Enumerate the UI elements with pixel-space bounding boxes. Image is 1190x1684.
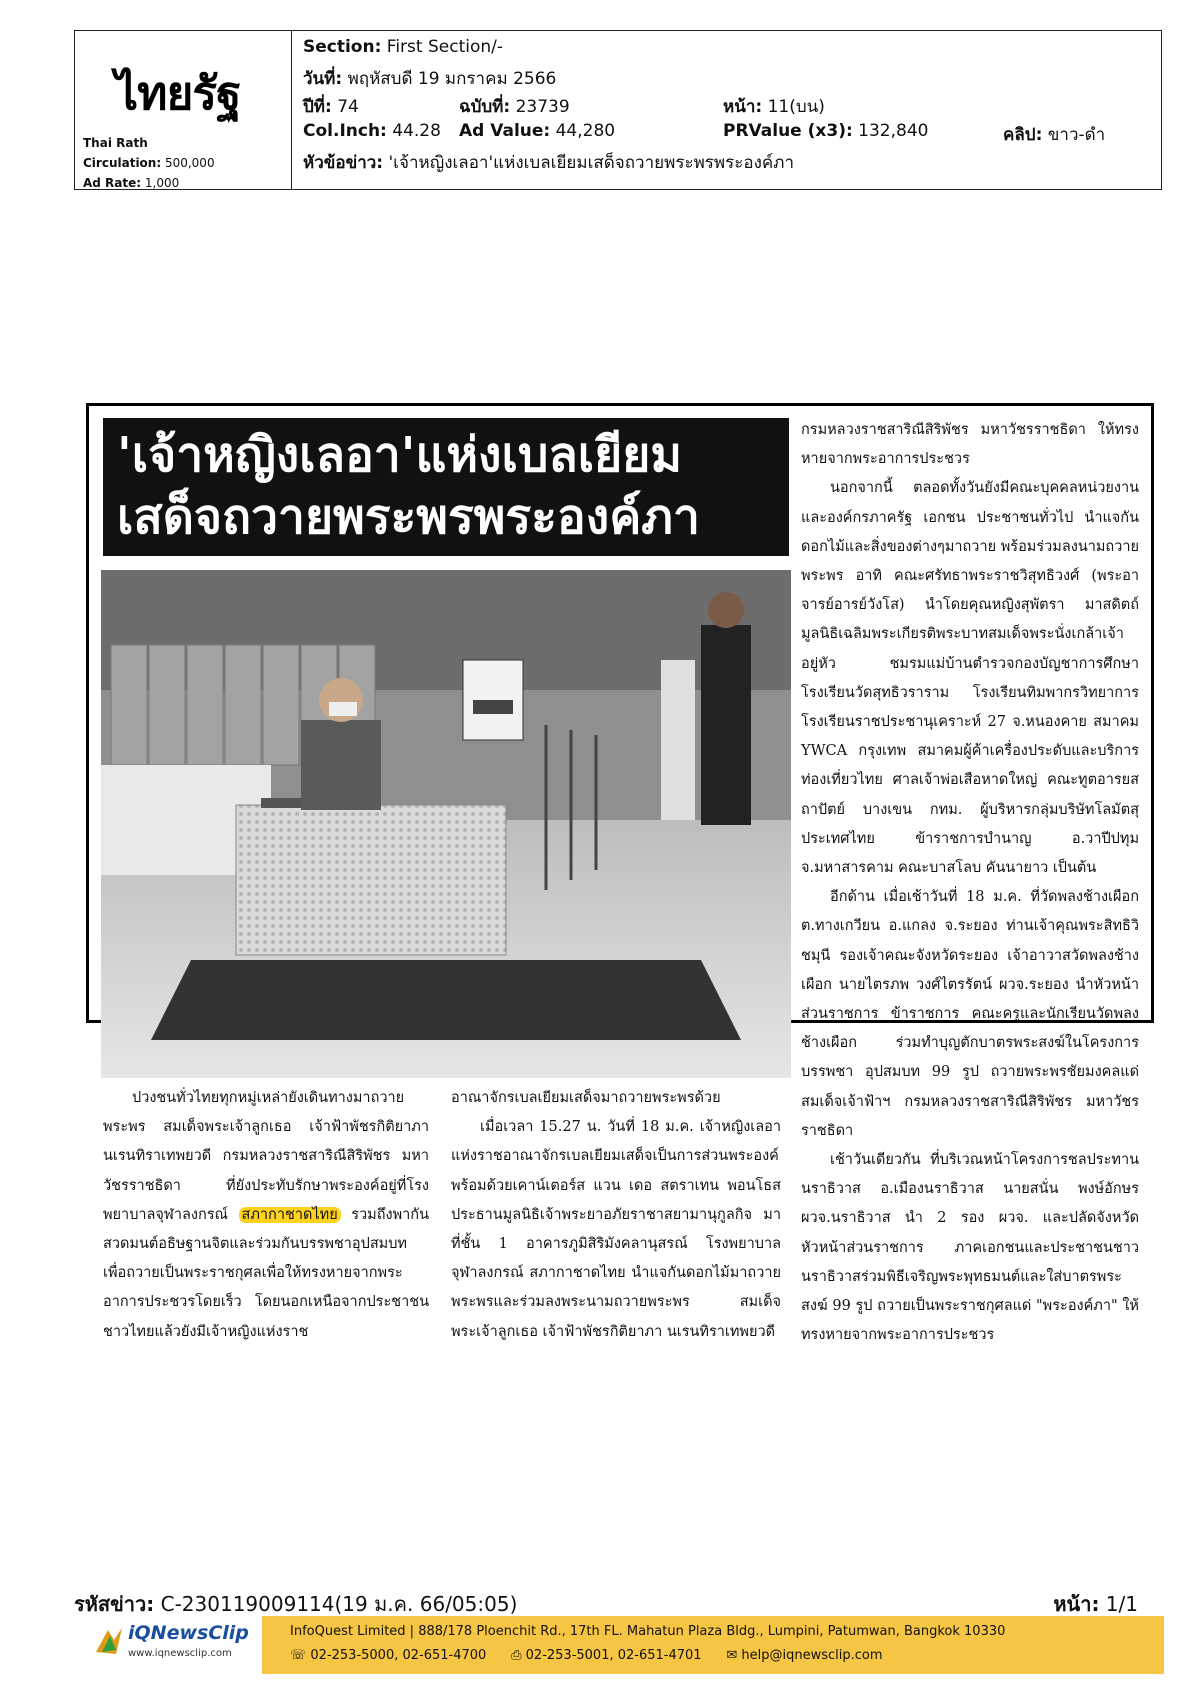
headline-line-1: 'เจ้าหญิงเลอา'แห่งเบลเยียม: [117, 427, 683, 483]
phone-numbers: 02-253-5000, 02-651-4700: [310, 1648, 487, 1663]
news-photo: [101, 570, 791, 1078]
column-3-text-d: เช้าวันเดียวกัน ที่บริเวณหน้าโครงการชลประทานนราธิวาส อ.เมืองนราธิวาส นายสนั่น พงษ์อักษร ผวจ.นราธิวาส นำ 2 รอง ผวจ. และปลัดจังหวัด หัวหน้าส่วนราชการ ภาคเอกชนและประชาชนชาวนราธิวาสร่วมพิธีเจริญพระพุทธมนต์และใส่บาตรพระสงฆ์ 99 รูป ถวายเป็นพระราชกุศลแด่ "พระองค์ภา" ให้ทรงหายจากพระอาการประชวร: [801, 1152, 1139, 1344]
ad-value-label: Ad Value:: [459, 121, 551, 141]
contact-line: [290, 1648, 883, 1663]
column-1-text-a: ปวงชนทั่วไทยทุกหมู่เหล่ายังเดินทางมาถวายพระพร สมเด็จพระเจ้าลูกเธอ เจ้าฟ้าพัชรกิติยาภา นเรนทิราเทพยวดี กรมหลวงราชสาริณีสิริพัชร มหาวัชรราชธิดา ที่ยังประทับรักษาพระองค์อยู่ที่โรงพยาบาลจุฬาลงกรณ์: [103, 1090, 429, 1223]
thairath-logo: ไทยรัฐ: [115, 66, 241, 120]
date-value: พฤหัสบดี 19 มกราคม 2566: [342, 69, 557, 89]
ad-rate-label: Ad Rate:: [83, 176, 142, 190]
mail-icon: ✉: [726, 1648, 738, 1663]
page-value: 11(บน): [762, 97, 825, 117]
fax-numbers: 02-253-5001, 02-651-4701: [525, 1648, 702, 1663]
ad-rate-value: 1,000: [141, 176, 180, 190]
phone-icon: ☏: [290, 1648, 307, 1663]
page-counter-label: หน้า:: [1053, 1592, 1100, 1616]
contact-bar: [262, 1616, 1164, 1674]
year-value: 74: [331, 97, 359, 117]
article-column-3: [801, 416, 1139, 1351]
prvalue-value: 132,840: [852, 121, 929, 141]
ad-value-value: 44,280: [550, 121, 616, 141]
news-title-value: 'เจ้าหญิงเลอา'แห่งเบลเยียมเสด็จถวายพระพรพระองค์ภา: [383, 153, 795, 173]
brand-name: iQNewsClip: [128, 1622, 249, 1644]
article-headline: [117, 424, 779, 548]
clip-label: คลิป:: [1003, 125, 1043, 145]
article-column-1: [103, 1084, 429, 1347]
publication-panel: [75, 31, 292, 189]
email-address[interactable]: help@iqnewsclip.com: [741, 1648, 883, 1663]
news-code-value: C-230119009114(19 ม.ค. 66/05:05): [154, 1592, 518, 1616]
news-title-label: หัวข้อข่าว:: [303, 153, 384, 173]
iqnewsclip-logo: [94, 1622, 249, 1670]
news-code-label: รหัสข่าว:: [74, 1592, 155, 1616]
article-column-2: [451, 1084, 781, 1347]
clip-value: ขาว-ดำ: [1042, 125, 1106, 145]
highlighted-keyword: สภากาชาดไทย: [239, 1207, 341, 1223]
page-counter-value: 1/1: [1099, 1592, 1138, 1616]
headline-banner: [103, 418, 789, 556]
section-label: Section:: [303, 37, 382, 57]
publication-meta: [83, 133, 215, 193]
issue-label: ฉบับที่:: [459, 97, 511, 117]
column-3-text-c: อีกด้าน เมื่อเช้าวันที่ 18 ม.ค. ที่วัดพลงช้างเผือก ต.ทางเกวียน อ.แกลง จ.ระยอง ท่านเจ้าคุณพระสิทธิวิชมุนี รองเจ้าคณะจังหวัดระยอง เจ้าอาวาสวัดพลงช้างเผือก นายไตรภพ วงศ์ไตรรัตน์ ผวจ.ระยอง นำหัวหน้าส่วนราชการ ข้าราชการ คณะครูและนักเรียนวัดพลงช้างเผือก ร่วมทำบุญตักบาตรพระสงฆ์ในโครงการบรรพชา อุปสมบท 99 รูป ถวายพระพรชัยมงคลแด่สมเด็จเจ้าฟ้าฯ กรมหลวงราชสาริณีสิริพัชร มหาวัชรราชธิดา: [801, 889, 1139, 1139]
column-3-text-a: กรมหลวงราชสาริณีสิริพัชร มหาวัชรราชธิดา ให้ทรงหายจากพระอาการประชวร: [801, 422, 1139, 468]
date-label: วันที่:: [303, 69, 343, 89]
company-address: InfoQuest Limited | 888/178 Ploenchit Rd., 17th FL. Mahatun Plaza Bldg., Lumpini, Patumwan, Bangkok 10330: [290, 1624, 1006, 1639]
section-value: First Section/-: [381, 37, 503, 57]
column-2-text-a: อาณาจักรเบลเยียมเสด็จมาถวายพระพรด้วย: [451, 1090, 721, 1106]
colinch-label: Col.Inch:: [303, 121, 387, 141]
clip-icon: [94, 1626, 124, 1656]
page-label: หน้า:: [723, 97, 763, 117]
clip-header: [74, 30, 1162, 190]
news-clipping: [86, 403, 1154, 1344]
issue-value: 23739: [510, 97, 570, 117]
brand-url: www.iqnewsclip.com: [128, 1648, 232, 1659]
publication-name: Thai Rath: [83, 136, 148, 150]
colinch-value: 44.28: [386, 121, 441, 141]
year-label: ปีที่:: [303, 97, 332, 117]
prvalue-label: PRValue (x3):: [723, 121, 853, 141]
circulation-value: 500,000: [161, 156, 215, 170]
circulation-label: Circulation:: [83, 156, 162, 170]
headline-line-2: เสด็จถวายพระพรพระองค์ภา: [117, 489, 700, 545]
fax-icon: ⎙: [511, 1648, 522, 1663]
column-3-text-b: นอกจากนี้ ตลอดทั้งวันยังมีคณะบุคคลหน่วยงานและองค์กรภาครัฐ เอกชน ประชาชนทั่วไป นำแจกันดอกไม้และสิ่งของต่างๆมาถวาย พร้อมร่วมลงนามถวายพระพร อาทิ คณะศรัทธาพระราชวิสุทธิวงศ์ (พระอาจารย์อารย์วังโส) นำโดยคุณหญิงสุพัตรา มาสดิตถ์ มูลนิธิเฉลิมพระเกียรติพระบาทสมเด็จพระนั่งเกล้าเจ้าอยู่หัว ชมรมแม่บ้านตำรวจกองบัญชาการศึกษา โรงเรียนวัดสุทธิวราราม โรงเรียนทิมพากรวิทยาการ โรงเรียนราชประชานุเคราะห์ 27 จ.หนองคาย สมาคม YWCA กรุงเทพ สมาคมผู้ค้าเครื่องประดับและบริการท่องเที่ยวไทย ศาลเจ้าพ่อเสือหาดใหญ่ คณะทูตอารยสถาปัตย์ บางเขน กทม. ผู้บริหารกลุ่มบริษัทโลมัตสุประเทศไทย ข้าราชการบำนาญ อ.วาปีปทุม จ.มหาสารคาม คณะบาสโลบ คันนายาว เป็นต้น: [801, 480, 1139, 877]
column-2-text-b: เมื่อเวลา 15.27 น. วันที่ 18 ม.ค. เจ้าหญิงเลอาแห่งราชอาณาจักรเบลเยียมเสด็จเป็นการส่วนพระองค์ พร้อมด้วยเคาน์เตอร์ส แวน เดอ สตราเทน พอนโธส ประธานมูลนิธิเจ้าพระยาอภัยราชาสยามานุกูลกิจ มาที่ชั้น 1 อาคารภูมิสิริมังคลานุสรณ์ โรงพยาบาลจุฬาลงกรณ์ สภากาชาดไทย นำแจกันดอกไม้มาถวายพระพรและร่วมลงพระนามถวายพระพร สมเด็จพระเจ้าลูกเธอ เจ้าฟ้าพัชรกิติยาภา นเรนทิราเทพยวดี: [451, 1119, 781, 1340]
column-1-text-b: รวมถึงพากันสวดมนต์อธิษฐานจิตและร่วมกันบรรพชาอุปสมบทเพื่อถวายเป็นพระราชกุศลเพื่อให้ทรงหายจากพระอาการประชวรโดยเร็ว โดยนอกเหนือจากประชาชนชาวไทยแล้วยังมีเจ้าหญิงแห่งราช: [103, 1206, 429, 1340]
